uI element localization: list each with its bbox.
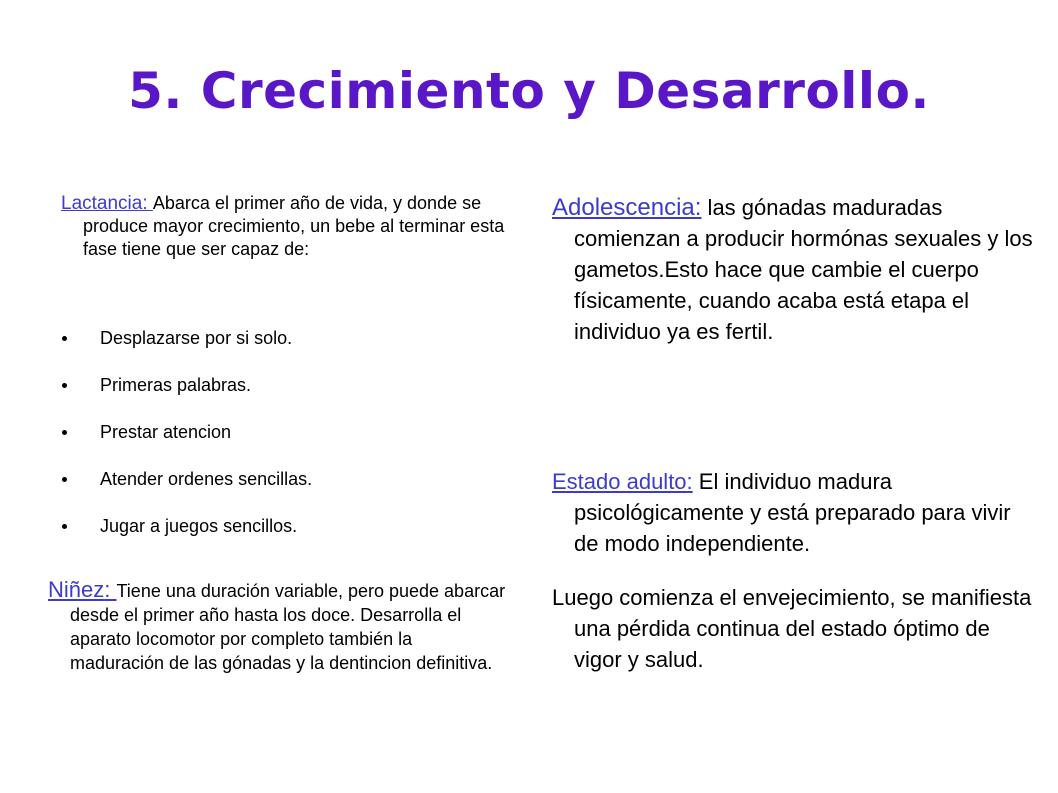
bullet-dot-icon bbox=[62, 477, 67, 482]
bullet-item bbox=[62, 510, 312, 557]
bullet-item bbox=[62, 322, 312, 369]
bullet-item bbox=[62, 416, 312, 463]
bullet-dot-icon bbox=[62, 430, 67, 435]
ninez-colon: : bbox=[104, 577, 117, 602]
adolescencia-heading: Adolescencia: bbox=[552, 194, 702, 221]
envejecimiento-text: Luego comienza el envejecimiento, se manifiesta una pérdida continua del estado óptimo de vigor y salud. bbox=[552, 585, 1032, 672]
lactancia-text: Abarca el primer año de vida, y donde se produce mayor crecimiento, un bebe al terminar esta fase tiene que ser capaz de: bbox=[83, 193, 505, 259]
ninez-heading: Niñez bbox=[48, 577, 105, 602]
ninez-text: Tiene una duración variable, pero puede abarcar desde el primer año hasta los doce. Desarrolla el aparato locomotor por completo también la maduración de las gónadas y la dentincion definitiva. bbox=[70, 581, 506, 673]
bullet-text: Primeras palabras. bbox=[100, 375, 252, 395]
lactancia-bullet-list bbox=[62, 322, 312, 557]
adulto-text: El individuo madura psicológicamente y está preparado para vivir de modo independiente. bbox=[574, 469, 1011, 556]
bullet-item bbox=[62, 369, 312, 416]
lactancia-paragraph bbox=[61, 192, 523, 261]
bullet-dot-icon bbox=[62, 524, 67, 529]
bullet-dot-icon bbox=[62, 336, 67, 341]
lactancia-colon: : bbox=[142, 193, 153, 214]
page-title: 5. Crecimiento y Desarrollo. bbox=[128, 62, 930, 120]
bullet-text: Desplazarse por si solo. bbox=[100, 328, 293, 348]
lactancia-heading: Lactancia bbox=[61, 193, 143, 214]
bullet-text: Jugar a juegos sencillos. bbox=[100, 516, 298, 536]
bullet-dot-icon bbox=[62, 383, 67, 388]
ninez-paragraph bbox=[48, 577, 510, 675]
bullet-text: Atender ordenes sencillas. bbox=[100, 469, 313, 489]
adolescencia-paragraph bbox=[552, 192, 1034, 347]
bullet-text: Prestar atencion bbox=[100, 422, 232, 442]
adolescencia-text: las gónadas maduradas comienzan a producir hormónas sexuales y los gametos.Esto hace que cambie el cuerpo físicamente, cuando acaba está etapa el individuo ya es fertil. bbox=[574, 195, 1033, 344]
adulto-paragraph bbox=[552, 466, 1034, 559]
adulto-heading: Estado adulto: bbox=[552, 469, 693, 494]
bullet-item bbox=[62, 463, 312, 510]
envejecimiento-paragraph bbox=[552, 582, 1034, 675]
